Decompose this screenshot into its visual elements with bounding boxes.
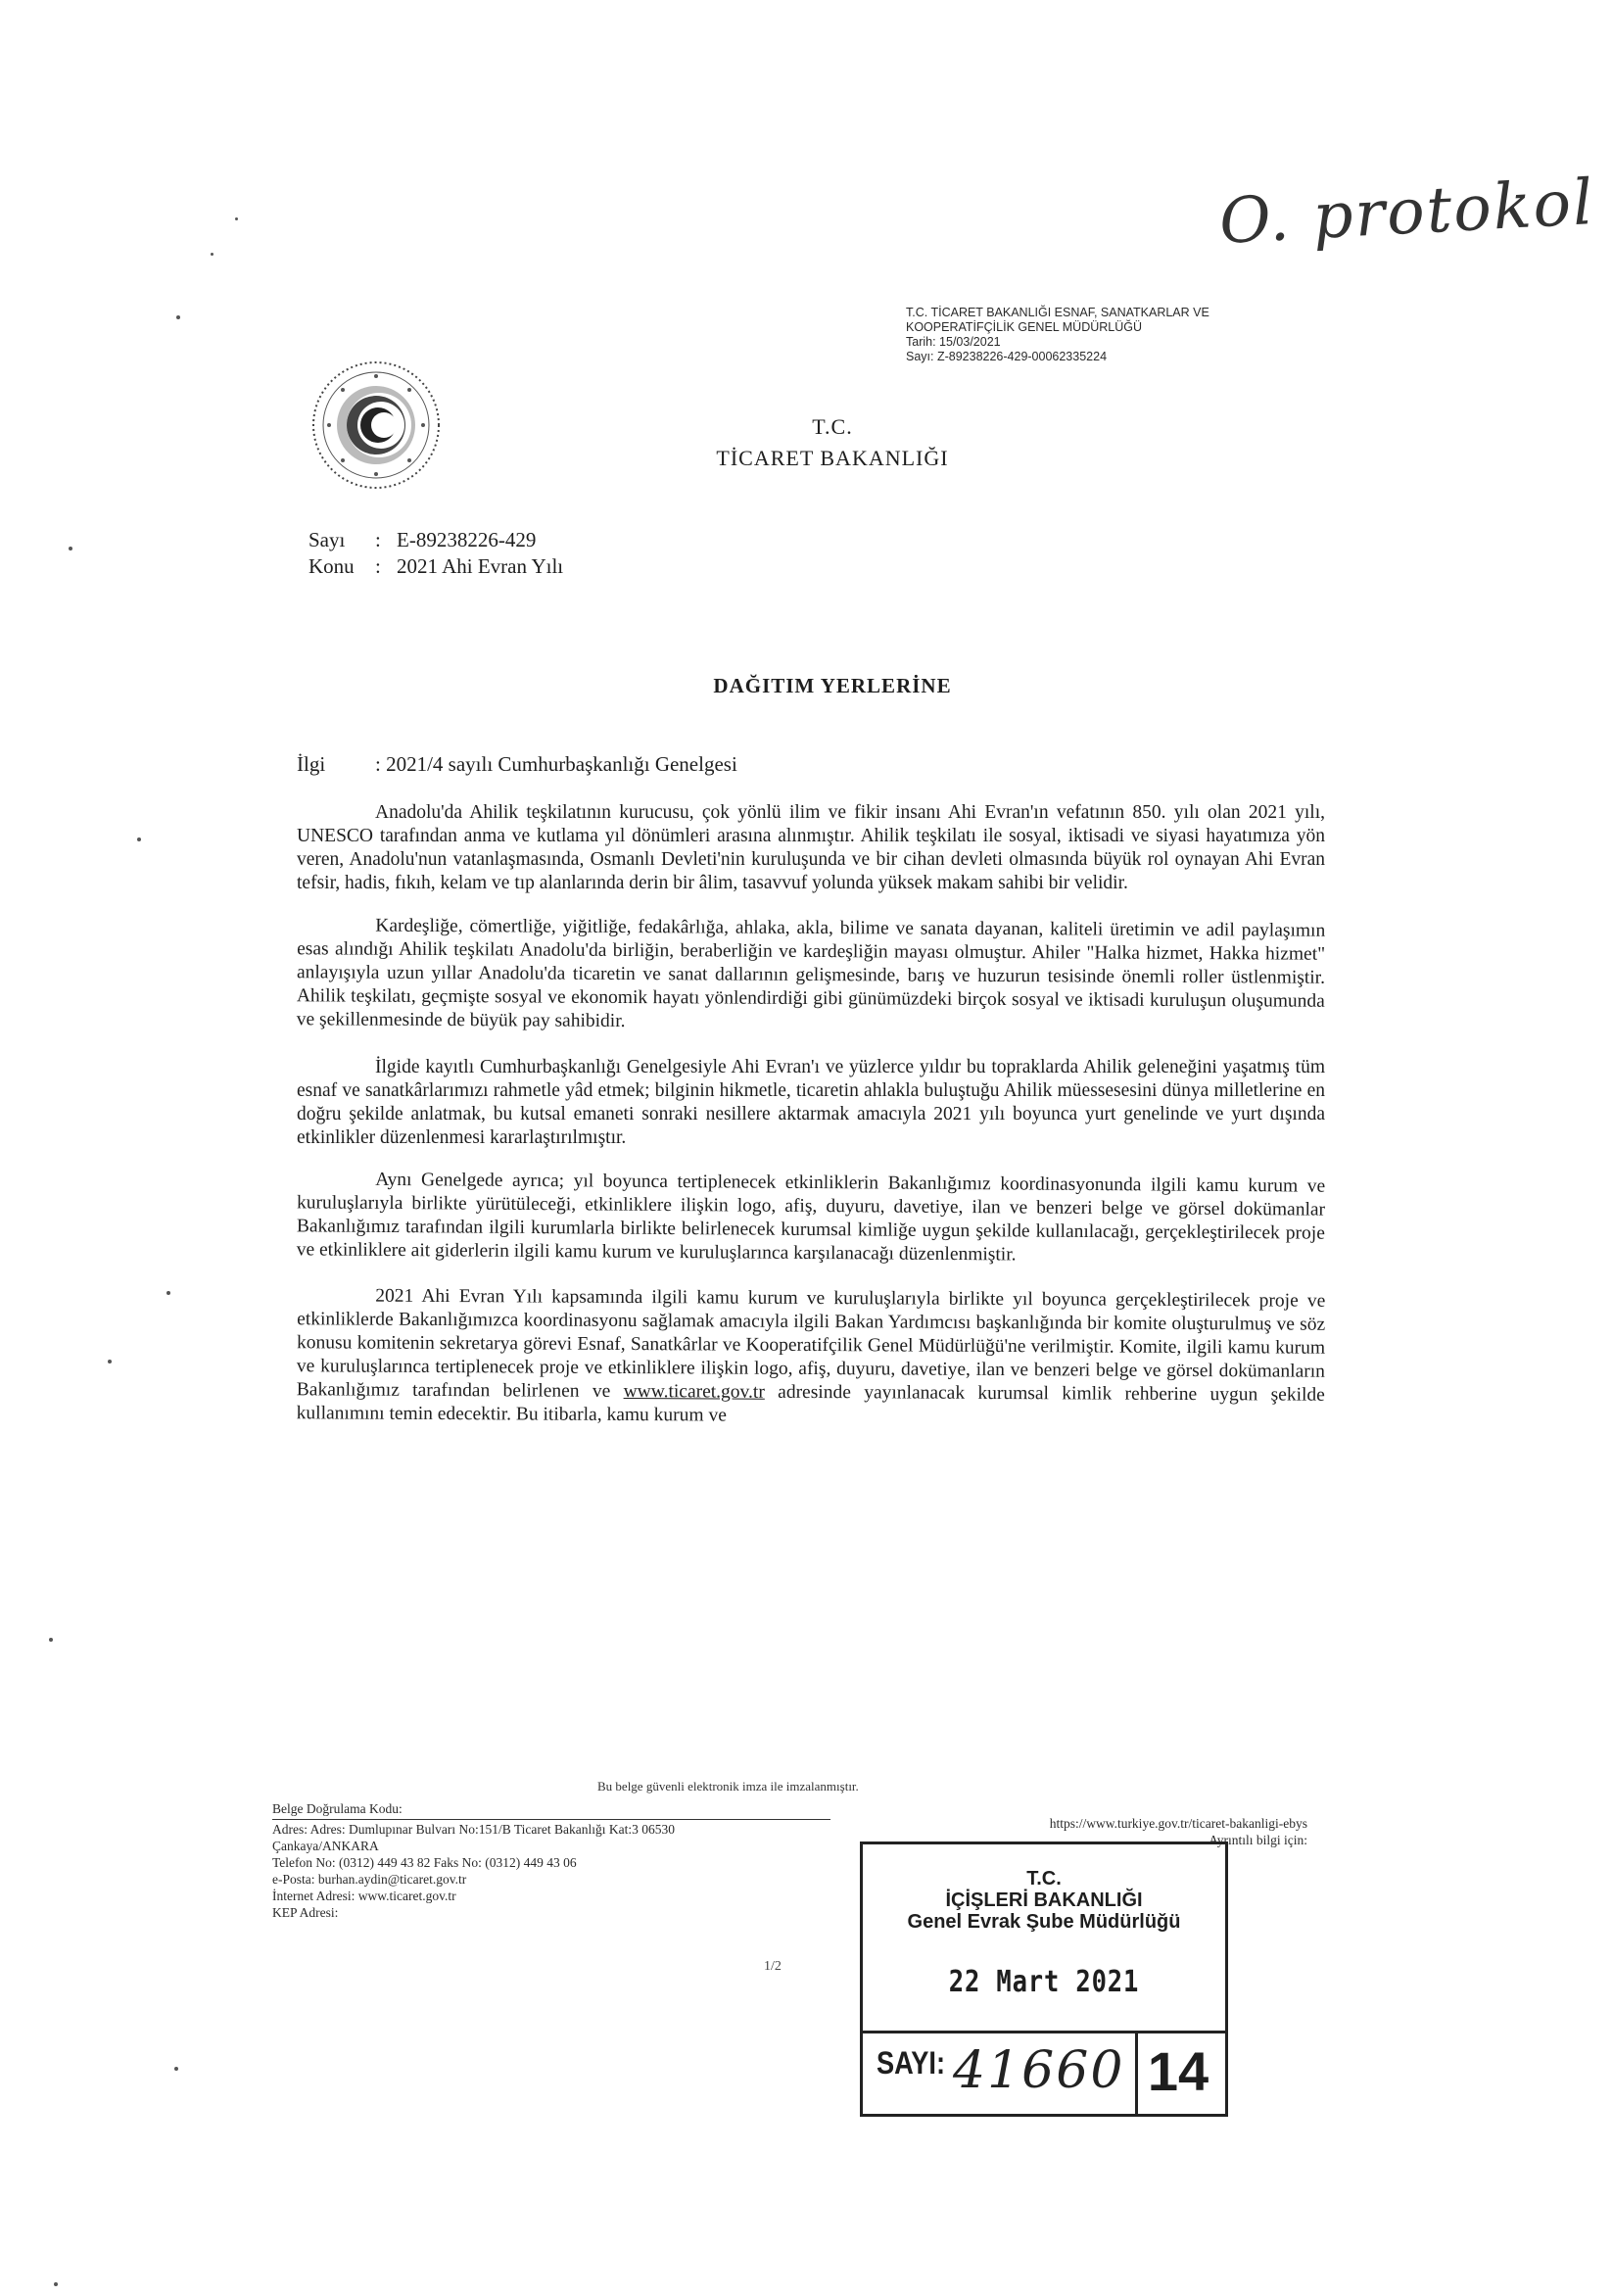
konu-value: 2021 Ahi Evran Yılı (397, 554, 564, 578)
ilgi-label: İlgi (297, 752, 326, 776)
footer-address-2: Çankaya/ANKARA (272, 1839, 379, 1853)
document-meta (308, 527, 563, 580)
footer-email: e-Posta: burhan.aydin@ticaret.gov.tr (272, 1872, 467, 1887)
footer-address-1: Adres: Adres: Dumlupınar Bulvarı No:151/B Ticaret Bakanlığı Kat:3 06530 (272, 1822, 675, 1837)
stamp-sayi-box (863, 2033, 1138, 2114)
scan-speck (108, 1360, 112, 1363)
stamp-number: 14 (1147, 2040, 1209, 2102)
scan-speck (235, 217, 238, 220)
footer-web: İnternet Adresi: www.ticaret.gov.tr (272, 1889, 456, 1903)
konu-separator: : (375, 554, 381, 578)
scan-speck (174, 2067, 178, 2071)
paragraph-1: Anadolu'da Ahilik teşkilatının kurucusu, çok yönlü ilim ve fikir insanı Ahi Evran'ın vefatının 850. yılı olan 2021 yılı, UNESCO tarafından anma ve kutlama yıl dönümleri arasına alınmıştır. Ahilik teşkilatı ile sosyal, iktisadi ve siyasi hayatımıza yön veren, Anadolu'nun vatanlaşmasında, Osmanlı Devleti'nin kuruluşunda ve bir cihan devleti olmasında büyük rol oynayan Ahi Evran tefsir, hadis, fıkıh, kelam ve tıp alanlarında derin bir âlim, tasavvuf yolunda yüksek makam sahibi bir velidir. (297, 802, 1325, 893)
paragraph-4: Aynı Genelgede ayrıca; yıl boyunca tertiplenecek etkinliklerin Bakanlığımız koordinasyonunda ilgili kamu kurum ve kuruluşlarıyla birlikte yürütüleceği, etkinliklere ilişkin logo, afiş, duyuru, davetiye, ilan ve benzeri belge ve görsel dokümanlar Bakanlığımız tarafından ilgili kurumlarla birlikte belirlenecek kurumsal kimliğe uygun şekilde kullanılacağı, gerçekleştirilecek proje ve etkinliklere ait giderlerin ilgili kamu kurum ve kuruluşlarınca karşılanacağı düzenlenmiştir. (296, 1169, 1326, 1266)
sayi-row (308, 527, 563, 553)
document-header (906, 306, 1317, 364)
ministry-line-2: TİCARET BAKANLIĞI (716, 446, 949, 470)
footer-phone: Telefon No: (0312) 449 43 82 Faks No: (0312) 449 43 06 (272, 1855, 577, 1870)
sayi-separator: : (375, 528, 381, 551)
paragraph-5-part-a: 2021 Ahi Evran Yılı kapsamında ilgili kamu kurum ve kuruluşlarıyla birlikte yıl boyunca gerçekleştirilecek proje ve etkinliklerde Bakanlığımızca koordinasyonu sağlamak amacıyla ilgili Bakan Yardımcısı başkanlığında bir komite oluşturulmuş ve söz konusu komitenin sekretarya görevi Esnaf, Sanatkârlar ve Kooperatifçilik Genel Müdürlüğü'ne verilmiştir. Komite, ilgili kamu kurum ve kuruluşlarınca tertiplenecek proje ve etkinliklere ilişkin logo, afiş, duyuru, davetiye, ilan ve benzeri belge ve görsel dokümanların Bakanlığımız tarafından belirlenen ve (296, 1285, 1326, 1402)
verification-code: Belge Doğrulama Kodu: (272, 1801, 403, 1816)
footer-kep: KEP Adresi: (272, 1905, 339, 1920)
header-number: Sayı: Z-89238226-429-00062335224 (906, 350, 1108, 363)
handwritten-note: O. protokol (1217, 167, 1597, 259)
ministry-line-1: T.C. (812, 414, 853, 439)
ilgi-value: : 2021/4 sayılı Cumhurbaşkanlığı Genelgesi (375, 752, 737, 776)
konu-row (308, 553, 563, 580)
header-line-1: T.C. TİCARET BAKANLIĞI ESNAF, SANATKARLAR VE (906, 306, 1209, 319)
letter-body (297, 801, 1325, 1450)
page-number: 1/2 (764, 1959, 782, 1974)
sayi-label: Sayı (308, 528, 346, 551)
paragraph-5 (297, 1284, 1326, 1430)
header-line-2: KOOPERATİFÇİLİK GENEL MÜDÜRLÜĞÜ (906, 320, 1143, 334)
header-date: Tarih: 15/03/2021 (906, 335, 1001, 349)
stamp-line-2: İÇİŞLERİ BAKANLIĞI (945, 1889, 1143, 1911)
stamp-sayi-label: SAYI: (877, 2045, 946, 2081)
stamp-bottom-row (863, 2031, 1225, 2117)
scan-speck (69, 547, 72, 550)
scan-speck (54, 2282, 58, 2286)
info-label: Ayrıntılı bilgi için: (1209, 1833, 1307, 1847)
footer-divider (272, 1819, 830, 1820)
ministry-title (588, 411, 1077, 474)
scan-speck (211, 253, 213, 256)
stamp-date: 22 Mart 2021 (948, 1965, 1140, 1999)
reference-line (297, 752, 737, 777)
addressee: DAĞITIM YERLERİNE (713, 674, 952, 697)
stamp-sayi-value: 41660 (953, 2041, 1125, 2100)
scan-speck (49, 1638, 53, 1642)
scan-speck (137, 837, 141, 841)
ministry-seal-icon (308, 358, 444, 493)
stamp-title (863, 1868, 1225, 1933)
verification-url[interactable]: https://www.turkiye.gov.tr/ticaret-bakanligi-ebys (1049, 1816, 1307, 1831)
paragraph-2: Kardeşliğe, cömertliğe, yiğitliğe, fedakârlığa, ahlaka, akla, bilime ve sanata dayanan, kaliteli üretimin ve adil paylaşımın esas alındığı Ahilik teşkilatı Anadolu'da birliğin, beraberliğin ve kardeşliğin mayası olmuştur. Ahiler "Halka hizmet, Hakka hizmet" anlayışıyla uzun yıllar Anadolu'da ticaretin ve sanat dallarının gelişmesinde, barış ve huzurun tesisinde önemli roller üstlenmiştir. Ahilik teşkilatı, geçmişte sosyal ve ekonomik hayatı yönlendirdiği gibi günümüzdeki birçok sosyal ve iktisadi kuruluşun oluşumunda ve şekillenmesinde de büyük pay sahibidir. (296, 915, 1326, 1032)
stamp-line-3: Genel Evrak Şube Müdürlüğü (907, 1911, 1181, 1933)
scan-speck (166, 1291, 170, 1295)
paragraph-3: İlgide kayıtlı Cumhurbaşkanlığı Genelgesiyle Ahi Evran'ı ve yüzlerce yıldır bu topraklarda Ahilik geleneğini yaşatmış tüm esnaf ve sanatkârlarımızı rahmetle yâd etmek; bilginin hikmetle, ticaretin ahlakla buluştuğu Ahilik müessesesini dünya milletlerine en doğru şekilde anlatmak, bu kutsal emaneti sonraki nesillere aktarmak amacıyla 2021 yılı boyunca yurt genelinde ve yurt dışında etkinlikler düzenlenmesi kararlaştırılmıştır. (297, 1057, 1325, 1148)
konu-label: Konu (308, 554, 355, 578)
esign-note: Bu belge güvenli elektronik imza ile imzalanmıştır. (597, 1779, 859, 1794)
sayi-value: E-89238226-429 (397, 528, 537, 551)
website-link[interactable]: www.ticaret.gov.tr (623, 1380, 765, 1403)
stamp-line-1: T.C. (1026, 1868, 1062, 1889)
scan-speck (176, 315, 180, 319)
footer-contact (272, 1800, 830, 1921)
paragraph-5-part-b: adresinde yayınlanacak kurumsal kimlik rehberine uygun şekilde kullanımını temin edecektir. Bu itibarla, kamu kurum ve (296, 1381, 1325, 1426)
receipt-stamp (860, 1842, 1228, 2117)
